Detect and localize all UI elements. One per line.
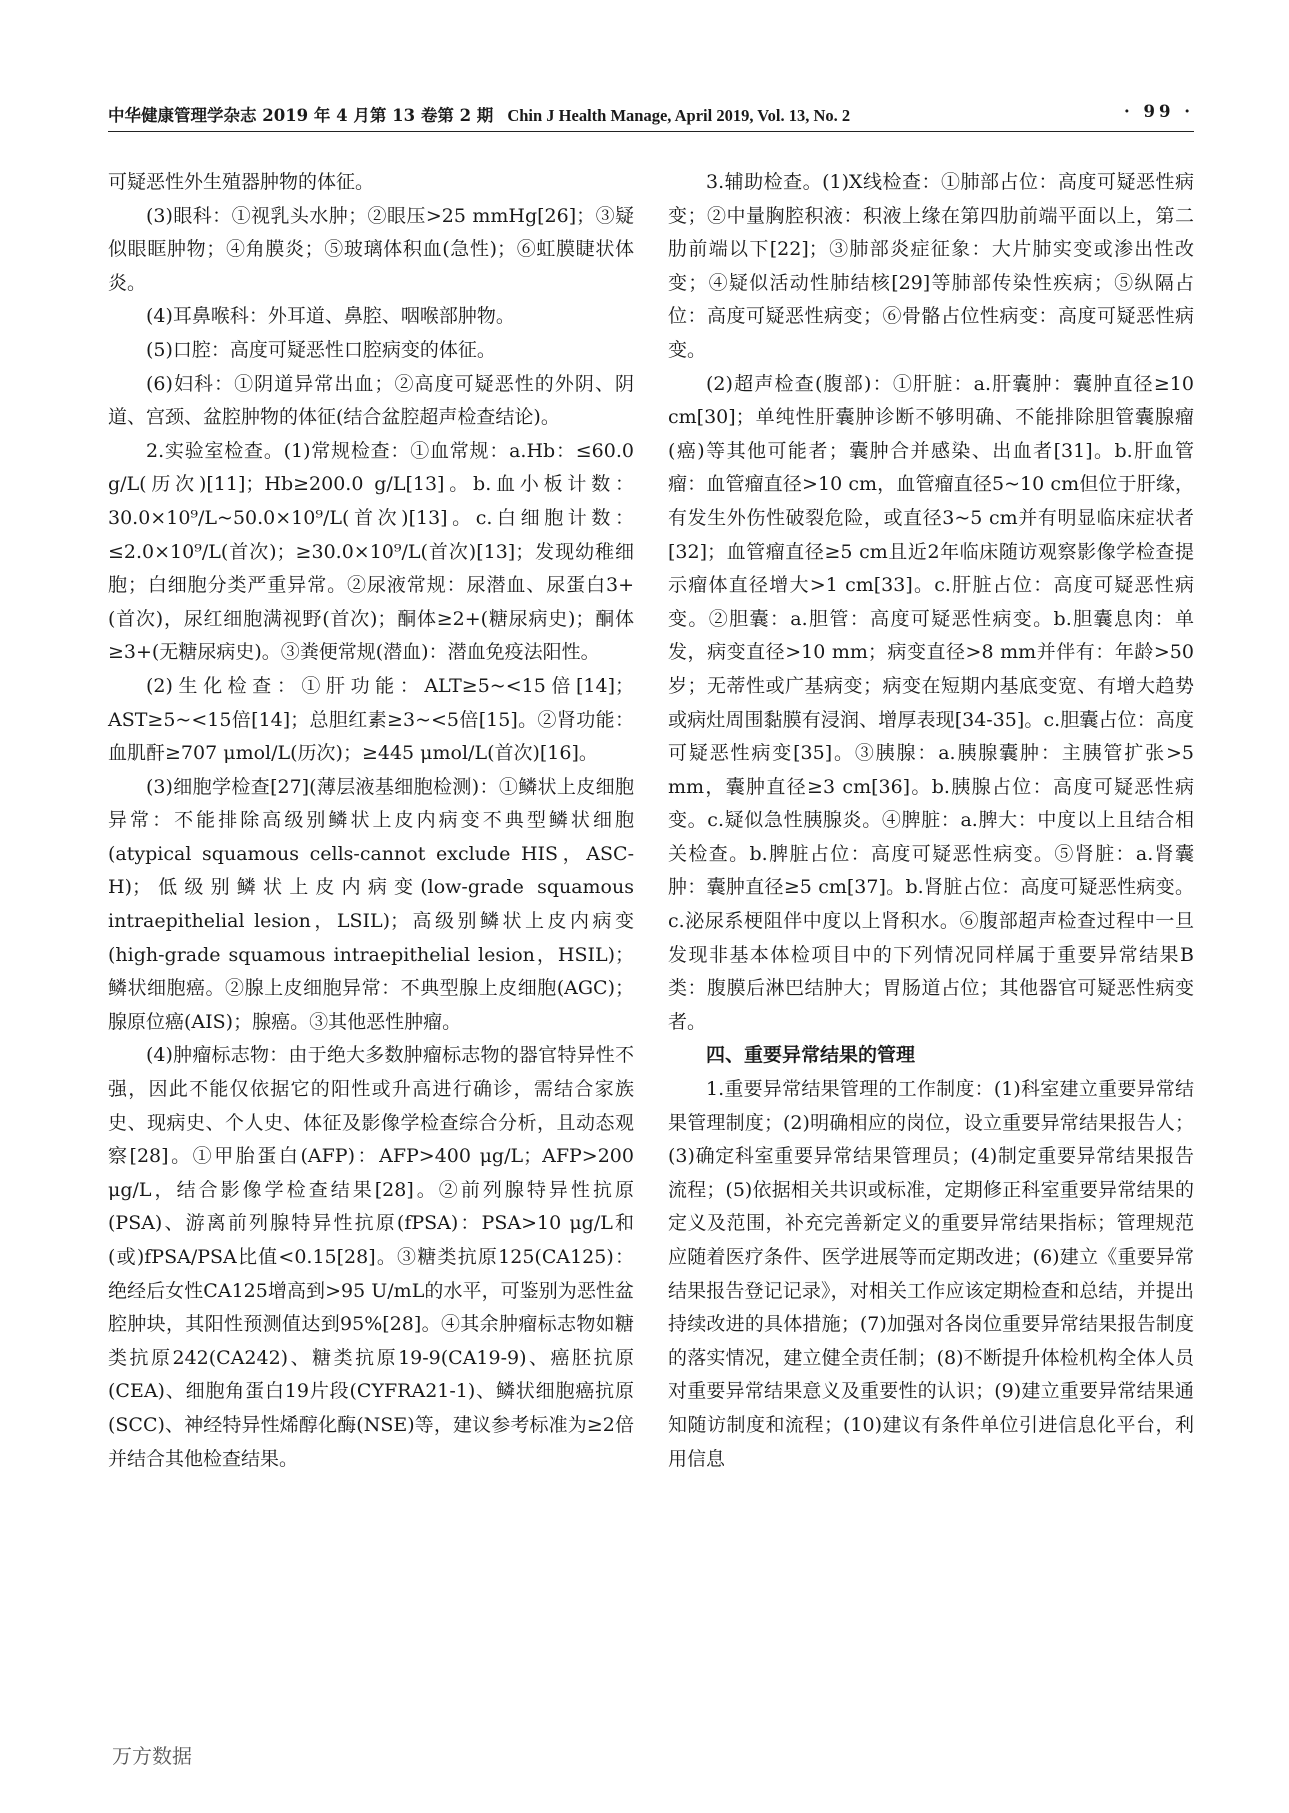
left-column	[108, 166, 634, 1476]
paragraph-left-5: (6)妇科：①阴道异常出血；②高度可疑恶性的外阴、阴道、宫颈、盆腔肿物的体征(结合盆腔超声检查结论)。	[108, 372, 634, 429]
paragraph-left-4: (5)口腔：高度可疑恶性口腔病变的体征。	[146, 338, 496, 361]
paragraph-right-1: 3.辅助检查。(1)X线检查：①肺部占位：高度可疑恶性病变；②中量胸腔积液：积液上缘在第四肋前端平面以上，第二肋前端以下[22]；③肺部炎症征象：大片肺实变或渗出性改变；④疑似活动性肺结核[29]等肺部传染性疾病；⑤纵隔占位：高度可疑恶性病变；⑥骨骼占位性病变：高度可疑恶性病变。	[668, 171, 1194, 361]
journal-title-en: Chin J Health Manage, April 2019, Vol. 13, No. 2	[507, 106, 851, 125]
paragraph-left-2: (3)眼科：①视乳头水肿；②眼压>25 mmHg[26]；③疑似眼眶肿物；④角膜炎；⑤玻璃体积血(急性)；⑥虹膜睫状体炎。	[108, 204, 634, 294]
paragraph-right-3: 1.重要异常结果管理的工作制度：(1)科室建立重要异常结果管理制度；(2)明确相应的岗位，设立重要异常结果报告人；(3)确定科室重要异常结果管理员；(4)制定重要异常结果报告流程；(5)依据相关共识或标准，定期修正科室重要异常结果的定义及范围，补充完善新定义的重要异常结果指标；管理规范应随着医疗条件、医学进展等而定期改进；(6)建立《重要异常结果报告登记记录》，对相关工作应该定期检查和总结，并提出持续改进的具体措施；(7)加强对各岗位重要异常结果报告制度的落实情况，建立健全责任制；(8)不断提升体检机构全体人员对重要异常结果意义及重要性的认识；(9)建立重要异常结果通知随访制度和流程；(10)建议有条件单位引进信息化平台，利用信息	[668, 1078, 1194, 1470]
watermark: 万方数据	[112, 1744, 192, 1768]
header-divider	[108, 131, 1194, 132]
paragraph-left-1: 可疑恶性外生殖器肿物的体征。	[108, 171, 375, 193]
page-number: · 99 ·	[1124, 102, 1194, 121]
journal-title	[108, 102, 850, 126]
paragraph-left-6: 2.实验室检查。(1)常规检查：①血常规：a.Hb：≤60.0 g/L(历次)[11]；Hb≥200.0 g/L[13]。b.血小板计数：30.0×10⁹/L~50.0×10⁹/L(首次)[13]。c.白细胞计数：≤2.0×10⁹/L(首次)；≥30.0×10⁹/L(首次)[13]；发现幼稚细胞；白细胞分类严重异常。②尿液常规：尿潜血、尿蛋白3+(首次)，尿红细胞满视野(首次)；酮体≥2+(糖尿病史)；酮体≥3+(无糖尿病史)。③粪便常规(潜血)：潜血免疫法阳性。	[108, 439, 634, 664]
paragraph-left-3: (4)耳鼻喉科：外耳道、鼻腔、咽喉部肿物。	[146, 305, 515, 328]
journal-title-cn: 中华健康管理学杂志 2019 年 4 月第 13 卷第 2 期	[108, 106, 494, 125]
paragraph-left-9: (4)肿瘤标志物：由于绝大多数肿瘤标志物的器官特异性不强，因此不能仅依据它的阳性或升高进行确诊，需结合家族史、现病史、个人史、体征及影像学检查综合分析，且动态观察[28]。①甲胎蛋白(AFP)：AFP>400 μg/L；AFP>200 μg/L，结合影像学检查结果[28]。②前列腺特异性抗原(PSA)、游离前列腺特异性抗原(fPSA)：PSA>10 μg/L和(或)fPSA/PSA比值<0.15[28]。③糖类抗原125(CA125)：绝经后女性CA125增高到>95 U/mL的水平，可鉴别为恶性盆腔肿块，其阳性预测值达到95%[28]。④其余肿瘤标志物如糖类抗原242(CA242)、糖类抗原19-9(CA19-9)、癌胚抗原(CEA)、细胞角蛋白19片段(CYFRA21-1)、鳞状细胞癌抗原(SCC)、神经特异性烯醇化酶(NSE)等，建议参考标准为≥2倍并结合其他检查结果。	[108, 1044, 634, 1470]
paragraph-left-7: (2)生化检查：①肝功能：ALT≥5~<15倍[14]；AST≥5~<15倍[14]；总胆红素≥3~<5倍[15]。②肾功能：血肌酐≥707 μmol/L(历次)；≥445 μmol/L(首次)[16]。	[108, 674, 634, 765]
paragraph-left-8: (3)细胞学检查[27](薄层液基细胞检测)：①鳞状上皮细胞异常：不能排除高级别鳞状上皮内病变不典型鳞状细胞(atypical squamous cells-cannot exclude HIS，ASC-H)；低级别鳞状上皮内病变(low-grade squamous intraepithelial lesion，LSIL)；高级别鳞状上皮内病变(high-grade squamous intraepithelial lesion，HSIL)；鳞状细胞癌。②腺上皮细胞异常：不典型腺上皮细胞(AGC)；腺原位癌(AIS)；腺癌。③其他恶性肿瘤。	[108, 775, 634, 1033]
paragraph-right-2: (2)超声检查(腹部)：①肝脏：a.肝囊肿：囊肿直径≥10 cm[30]；单纯性肝囊肿诊断不够明确、不能排除胆管囊腺瘤(癌)等其他可能者；囊肿合并感染、出血者[31]。b.肝血管瘤：血管瘤直径>10 cm，血管瘤直径5~10 cm但位于肝缘，有发生外伤性破裂危险，或直径3~5 cm并有明显临床症状者[32]；血管瘤直径≥5 cm且近2年临床随访观察影像学检查提示瘤体直径增大>1 cm[33]。c.肝脏占位：高度可疑恶性病变。②胆囊：a.胆管：高度可疑恶性病变。b.胆囊息肉：单发，病变直径>10 mm；病变直径>8 mm并伴有：年龄>50岁；无蒂性或广基病变；病变在短期内基底变宽、有增大趋势或病灶周围黏膜有浸润、增厚表现[34-35]。c.胆囊占位：高度可疑恶性病变[35]。③胰腺：a.胰腺囊肿：主胰管扩张>5 mm，囊肿直径≥3 cm[36]。b.胰腺占位：高度可疑恶性病变。c.疑似急性胰腺炎。④脾脏：a.脾大：中度以上且结合相关检查。b.脾脏占位：高度可疑恶性病变。⑤肾脏：a.肾囊肿：囊肿直径≥5 cm[37]。b.肾脏占位：高度可疑恶性病变。c.泌尿系梗阻伴中度以上肾积水。⑥腹部超声检查过程中一旦发现非基本体检项目中的下列情况同样属于重要异常结果B类：腹膜后淋巴结肿大；胃肠道占位；其他器官可疑恶性病变者。	[668, 372, 1194, 1033]
right-column	[668, 166, 1194, 1476]
section-heading: 四、重要异常结果的管理	[706, 1044, 916, 1067]
